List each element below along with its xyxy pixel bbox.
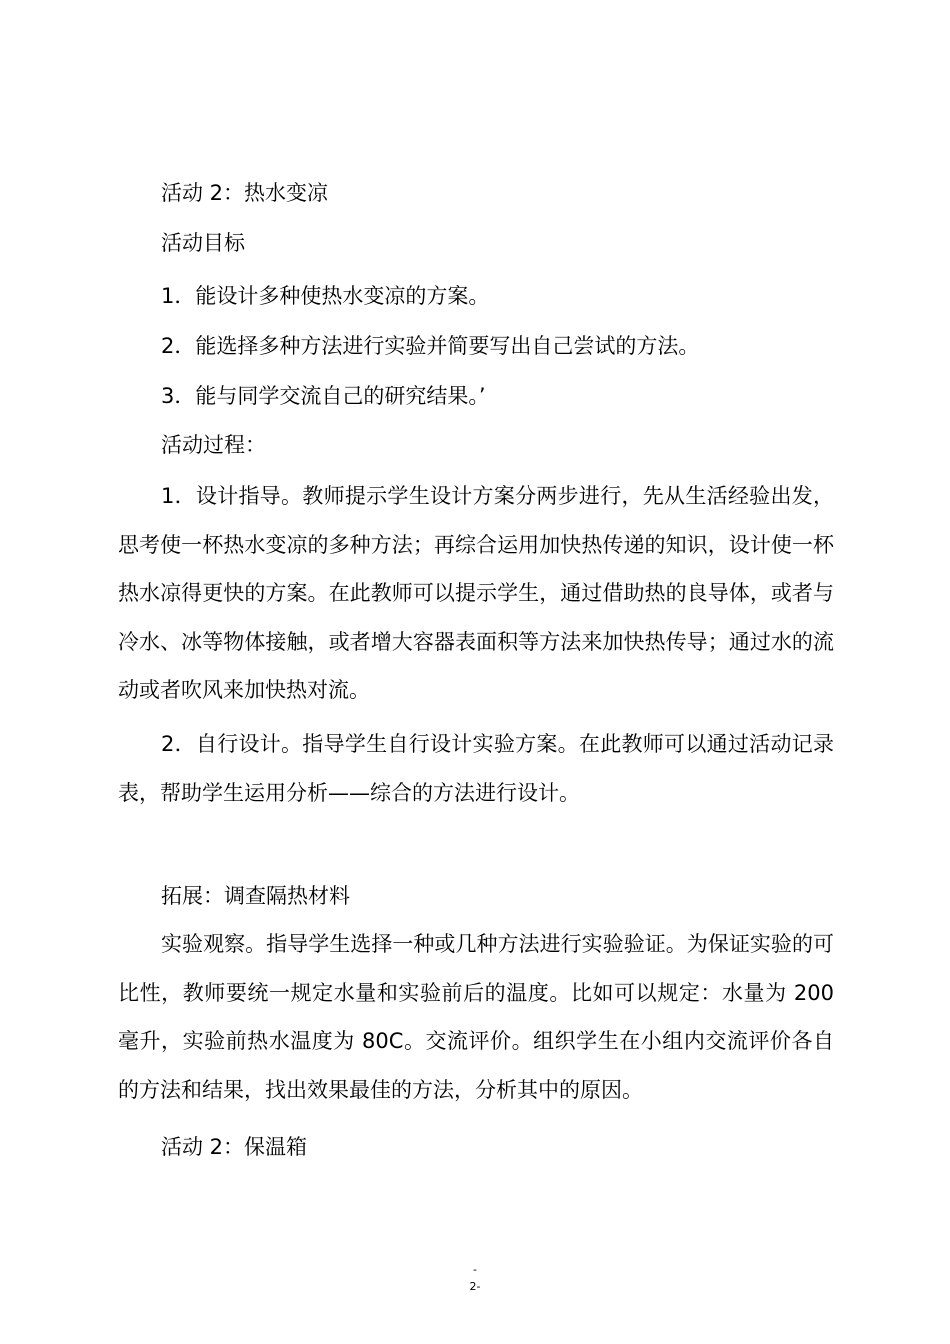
footer-dash: - (473, 1263, 477, 1276)
goal-title: 活动目标 (161, 231, 245, 255)
goal-item-2: 2．能选择多种方法进行实验并简要写出自己尝试的方法。 (161, 334, 700, 358)
extension-paragraph: 实验观察。指导学生选择一种或几种方法进行实验验证。为保证实验的可比性，教师要统一规定水量和实验前后的温度。比如可以规定：水量为 200 毫升，实验前热水温度为 80C。交流评价。组织学生在小组内交流评价各自的方法和结果，找出效果最佳的方法，分析其中的原因。 (118, 932, 834, 1102)
activity-heading: 活动 2：热水变凉 (161, 181, 329, 205)
extension-heading: 拓展：调查隔热材料 (161, 884, 350, 908)
process-paragraph-2: 2．自行设计。指导学生自行设计实验方案。在此教师可以通过活动记录表，帮助学生运用分析——综合的方法进行设计。 (118, 732, 834, 805)
page-number: 2- (469, 1280, 481, 1293)
process-paragraph-1: 1．设计指导。教师提示学生设计方案分两步进行，先从生活经验出发，思考使一杯热水变凉的多种方法；再综合运用加快热传递的知识，设计使一杯热水凉得更快的方案。在此教师可以提示学生，通过借助热的良导体，或者与冷水、冰等物体接触，或者增大容器表面积等方法来加快热传导；通过水的流动或者吹风来加快热对流。 (118, 484, 834, 702)
process-title: 活动过程： (161, 433, 266, 457)
goal-item-3: 3．能与同学交流自己的研究结果。’ (161, 384, 486, 408)
activity-heading-2: 活动 2：保温箱 (161, 1135, 308, 1159)
goal-item-1: 1．能设计多种使热水变凉的方案。 (161, 284, 490, 308)
